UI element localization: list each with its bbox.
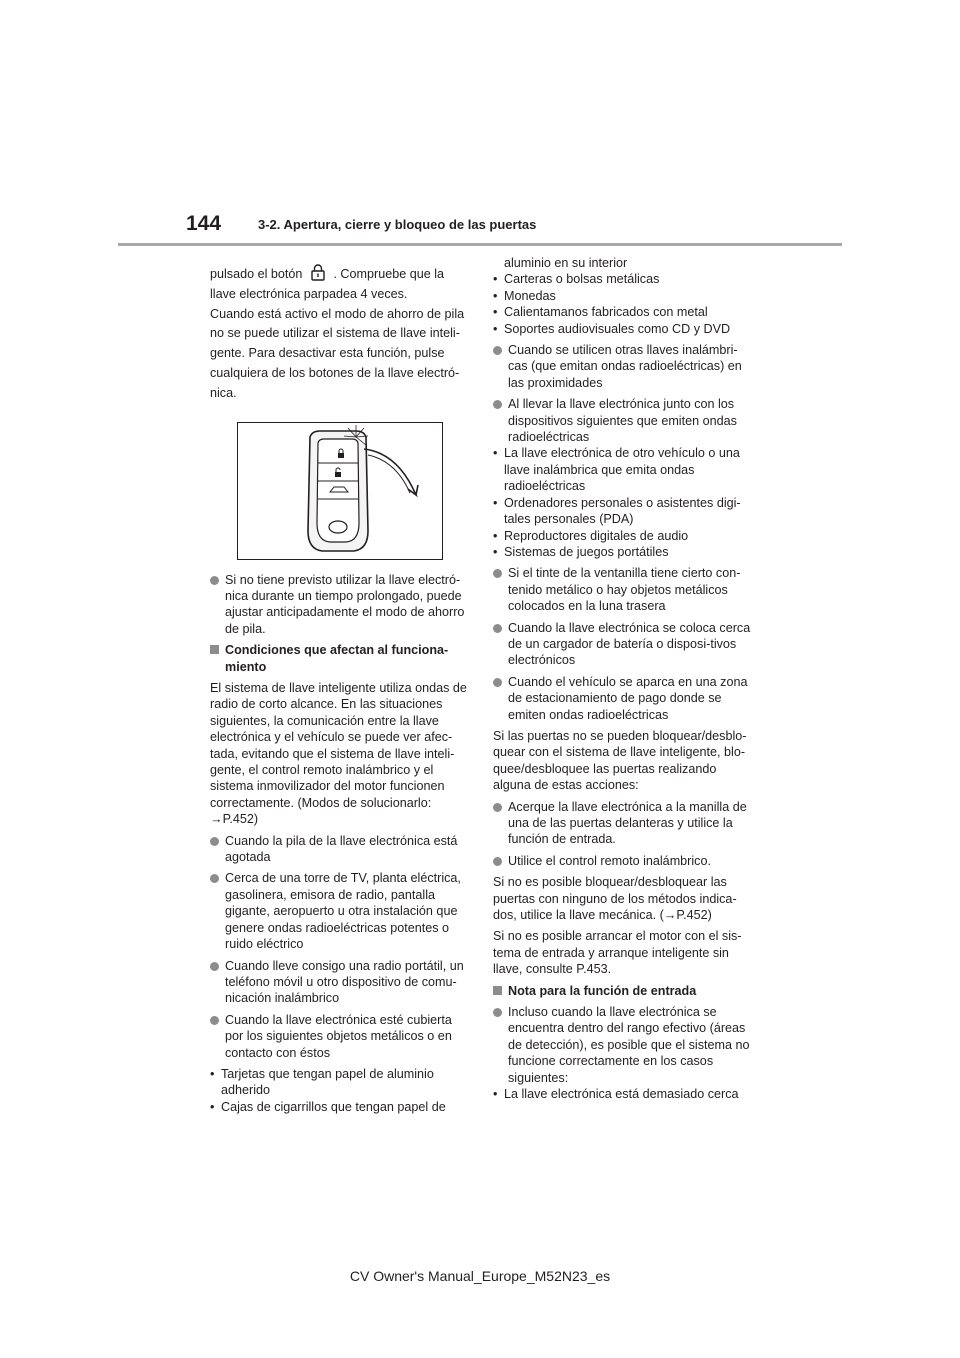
section-header: 3-2. Apertura, cierre y bloqueo de las puertas (258, 217, 537, 232)
bullet-text: Cuando el vehículo se aparca en una zona de estacionamiento de pago donde se emiten ondas radioeléctricas (508, 674, 748, 722)
intro-text: pulsado el botón (210, 267, 303, 281)
sub-item-continuation (493, 255, 755, 271)
sub-bullet: • (210, 1066, 215, 1081)
sub-item-text: Cajas de cigarrillos que tengan papel de (221, 1099, 446, 1114)
sub-item (493, 321, 755, 337)
intro-line-1 (210, 263, 472, 285)
intro-line: no se puede utilizar el sistema de llave inteli- (210, 326, 460, 341)
sub-bullet: • (493, 446, 498, 461)
sub-bullet: • (493, 272, 498, 287)
bullet-dot (493, 857, 502, 866)
sub-item (493, 544, 755, 560)
list-item (493, 396, 755, 445)
sub-bullet: • (493, 288, 498, 303)
bullet-dot (210, 962, 219, 971)
sub-bullet: • (493, 321, 498, 336)
sub-item (210, 1099, 472, 1115)
bullet-text: Utilice el control remoto inalámbrico. (508, 853, 711, 868)
sub-bullet: • (493, 1087, 498, 1102)
list-item (493, 853, 755, 869)
bullet-dot (210, 1016, 219, 1025)
sub-item-text: La llave electrónica de otro vehículo o una llave inalámbrica que emita ondas radioeléctricas (504, 446, 740, 494)
bullet-text: Al llevar la llave electrónica junto con los dispositivos siguientes que emiten ondas radioeléctricas (508, 397, 737, 445)
paragraph (493, 874, 755, 923)
paragraph: Si no es posible arrancar el motor con el sis-tema de entrada y arranque inteligente sin llave, consulte P.453. (493, 929, 742, 977)
sub-item-text: adherido (221, 1083, 271, 1098)
sub-item-text: Ordenadores personales o asistentes digi-tales personales (PDA) (504, 495, 741, 527)
smart-key-illustration (237, 422, 443, 560)
lock-icon (310, 263, 326, 281)
left-column (210, 263, 472, 1115)
list-item (493, 799, 755, 848)
sub-bullet: • (493, 495, 498, 510)
sub-bullet: • (210, 1099, 215, 1114)
page-number: 144 (186, 212, 222, 235)
page-reference: →P.452) (210, 812, 259, 827)
intro-line: nica. (210, 385, 237, 400)
paragraph: Si las puertas no se pueden bloquear/desblo-quear con el sistema de llave inteligente, blo-quee/desbloquee las puertas realizando alguna de estas acciones: (493, 728, 747, 793)
list-item (210, 870, 472, 952)
list-item (210, 572, 472, 638)
list-item (493, 342, 755, 391)
page-reference: →P.452) (663, 908, 712, 923)
bullet-text: Cerca de una torre de TV, planta eléctrica, gasolinera, emisora de radio, pantalla gigante, aeropuerto u otra instalación que genere ondas radioeléctricas potentes o ruido eléctrico (225, 871, 461, 952)
paragraph-text: Si no es posible bloquear/desbloquear las puertas con ninguno de los métodos indica-dos, utilice la llave mecánica. ( (493, 875, 737, 923)
list-item (210, 958, 472, 1007)
sub-item (210, 1066, 472, 1082)
sub-item-text: Carteras o bolsas metálicas (504, 272, 660, 287)
sub-bullet: • (493, 544, 498, 559)
sub-item-continuation (210, 1082, 472, 1098)
section-marker (493, 986, 502, 995)
section-heading-text: Nota para la función de entrada (508, 983, 697, 998)
bullet-dot (210, 874, 219, 883)
sub-item-text: Reproductores digitales de audio (504, 528, 689, 543)
bullet-dot (493, 400, 502, 409)
bullet-dot (493, 678, 502, 687)
list-item (493, 1004, 755, 1086)
sub-item-text: Sistemas de juegos portátiles (504, 544, 669, 559)
bullet-text: Cuando lleve consigo una radio portátil, un teléfono móvil u otro dispositivo de comu-nicación inalámbrico (225, 958, 464, 1006)
sub-item (493, 304, 755, 320)
list-item (493, 565, 755, 614)
intro-line: llave electrónica parpadea 4 veces. (210, 286, 408, 301)
key-fob-drawing (238, 423, 442, 559)
bullet-text: Cuando la llave electrónica esté cubierta por los siguientes objetos metálicos o en contacto con éstos (225, 1012, 452, 1060)
sub-item-text: aluminio en su interior (504, 256, 628, 270)
sub-bullet: • (493, 305, 498, 320)
bullet-dot (493, 803, 502, 812)
list-item (210, 1012, 472, 1061)
bullet-text: Cuando la llave electrónica se coloca cerca de un cargador de batería o disposi-tivos electrónicos (508, 620, 751, 668)
paragraph (210, 680, 472, 828)
sub-item (493, 271, 755, 287)
section-heading (210, 642, 472, 675)
sub-item-text: Calientamanos fabricados con metal (504, 305, 708, 320)
right-column (493, 255, 755, 1103)
list-item (493, 620, 755, 669)
bullet-text: Si no tiene previsto utilizar la llave electró-nica durante un tiempo prolongado, puede ajustar anticipadamente el modo de ahorro de pila. (225, 572, 465, 636)
intro-line: cualquiera de los botones de la llave electró- (210, 365, 460, 380)
intro-text: . Compruebe que la (333, 267, 445, 281)
sub-item (493, 495, 755, 528)
bullet-text: Cuando la pila de la llave electrónica está agotada (225, 833, 458, 865)
list-item (493, 674, 755, 723)
bullet-text: Acerque la llave electrónica a la manilla de una de las puertas delanteras y utilice la función de entrada. (508, 799, 747, 847)
sub-item-text: Monedas (504, 288, 556, 303)
sub-item (493, 528, 755, 544)
bullet-text: Incluso cuando la llave electrónica se encuentra dentro del rango efectivo (áreas de detección), es posible que el sistema no funcione correctamente en los casos siguientes: (508, 1005, 750, 1085)
sub-item-text: La llave electrónica está demasiado cerca (504, 1087, 739, 1102)
footer-text: CV Owner's Manual_Europe_M52N23_es (349, 1268, 611, 1284)
section-marker (210, 645, 219, 654)
bullet-text: Cuando se utilicen otras llaves inalámbri-cas (que emitan ondas radioeléctricas) en las proximidades (508, 343, 742, 390)
sub-item-text: Tarjetas que tengan papel de aluminio (221, 1066, 434, 1081)
header-rule (118, 243, 842, 246)
bullet-dot (493, 624, 502, 633)
sub-item-text: Soportes audiovisuales como CD y DVD (504, 321, 731, 336)
intro-line: Cuando está activo el modo de ahorro de pila (210, 306, 465, 321)
bullet-dot (493, 569, 502, 578)
sub-item (493, 288, 755, 304)
paragraph-text: El sistema de llave inteligente utiliza ondas de radio de corto alcance. En las situaciones siguientes, la comunicación entre la llave electrónica y el vehículo se puede ver afec-tada, evitando que el sistema de llave inteli-gente, el control remoto inalámbrico y el sistema inmovilizador del motor funcionen correctamente. (Modos de solucionarlo: (210, 681, 467, 810)
bullet-text: Si el tinte de la ventanilla tiene cierto con-tenido metálico o hay objetos metálicos colocados en la luna trasera (508, 566, 741, 614)
list-item (210, 833, 472, 866)
intro-line: gente. Para desactivar esta función, pulse (210, 346, 445, 361)
bullet-dot (493, 1008, 502, 1017)
section-heading-text: Condiciones que afectan al funciona-miento (225, 643, 449, 674)
section-heading (493, 983, 755, 999)
sub-bullet: • (493, 528, 498, 543)
bullet-dot (210, 837, 219, 846)
sub-item (493, 1086, 755, 1102)
sub-item (493, 445, 755, 494)
bullet-dot (493, 346, 502, 355)
bullet-dot (210, 576, 219, 585)
